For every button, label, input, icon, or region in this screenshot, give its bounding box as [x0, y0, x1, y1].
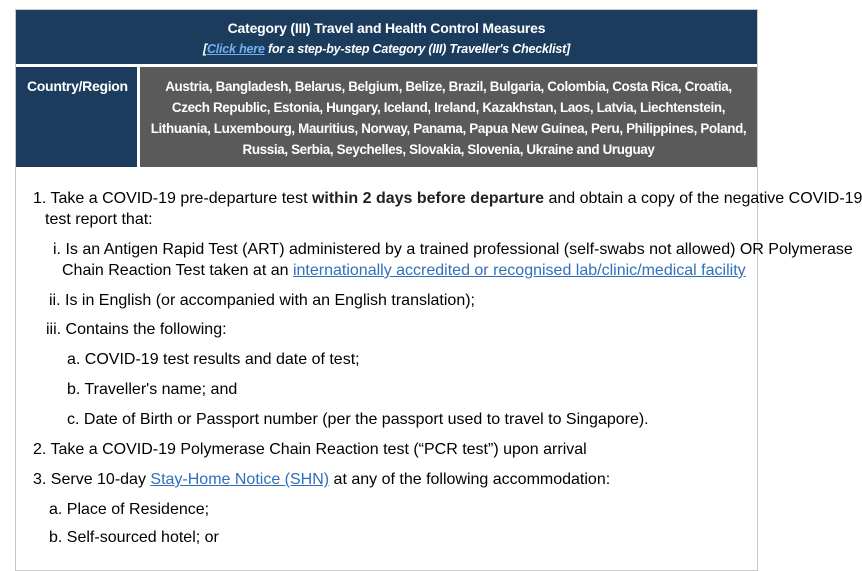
list-item-cont: test report that: [45, 211, 153, 228]
list-item: 3. Serve 10-day Stay-Home Notice (SHN) at any of the following accommodation: [33, 471, 611, 488]
country-region-label: Country/Region [16, 67, 137, 167]
list-item: 2. Take a COVID-19 Polymerase Chain Reaction test (“PCR test”) upon arrival [33, 441, 587, 458]
list-item: a. COVID-19 test results and date of test; [67, 351, 360, 368]
checklist-note: [Click here for a step-by-step Category (III) Traveller's Checklist] [202, 42, 571, 56]
list-item: b. Traveller's name; and [67, 381, 238, 398]
table-title: Category (III) Travel and Health Control Measures [227, 20, 546, 36]
shn-link[interactable]: Stay-Home Notice (SHN) [150, 471, 330, 488]
list-item: i. Is an Antigen Rapid Test (ART) administered by a trained professional (self-swabs not allowed) OR Polymerase [53, 241, 853, 258]
list-item: iii. Contains the following: [46, 321, 227, 338]
list-item: c. Date of Birth or Passport number (per the passport used to travel to Singapore). [67, 411, 649, 428]
list-item-cont: Chain Reaction Test taken at an internationally accredited or recognised lab/clinic/medical facility [62, 262, 746, 279]
list-item: 1. Take a COVID-19 pre-departure test within 2 days before departure and obtain a copy of the negative COVID-19 [33, 190, 862, 207]
list-item: b. Self-sourced hotel; or [49, 529, 219, 546]
country-row [16, 67, 757, 167]
country-list: Austria, Bangladesh, Belarus, Belgium, Belize, Brazil, Bulgaria, Colombia, Costa Rica, Croatia, Czech Republic, Estonia, Hungary, Iceland, Ireland, Kazakhstan, Laos, Latvia, Liechtenstein, Lithuania, Luxembourg, Mauritius, Norway, Panama, Papua New Guinea, Peru, Philippines, Poland, Russia, Serbia, Seychelles, Slovakia, Slovenia, Ukraine and Uruguay [140, 67, 757, 167]
accredited-lab-link[interactable]: internationally accredited or recognised lab/clinic/medical facility [292, 262, 746, 279]
list-item: ii. Is in English (or accompanied with an English translation); [49, 292, 475, 309]
list-item: a. Place of Residence; [49, 501, 210, 518]
checklist-link[interactable]: Click here [206, 42, 265, 56]
table-header [16, 10, 757, 67]
